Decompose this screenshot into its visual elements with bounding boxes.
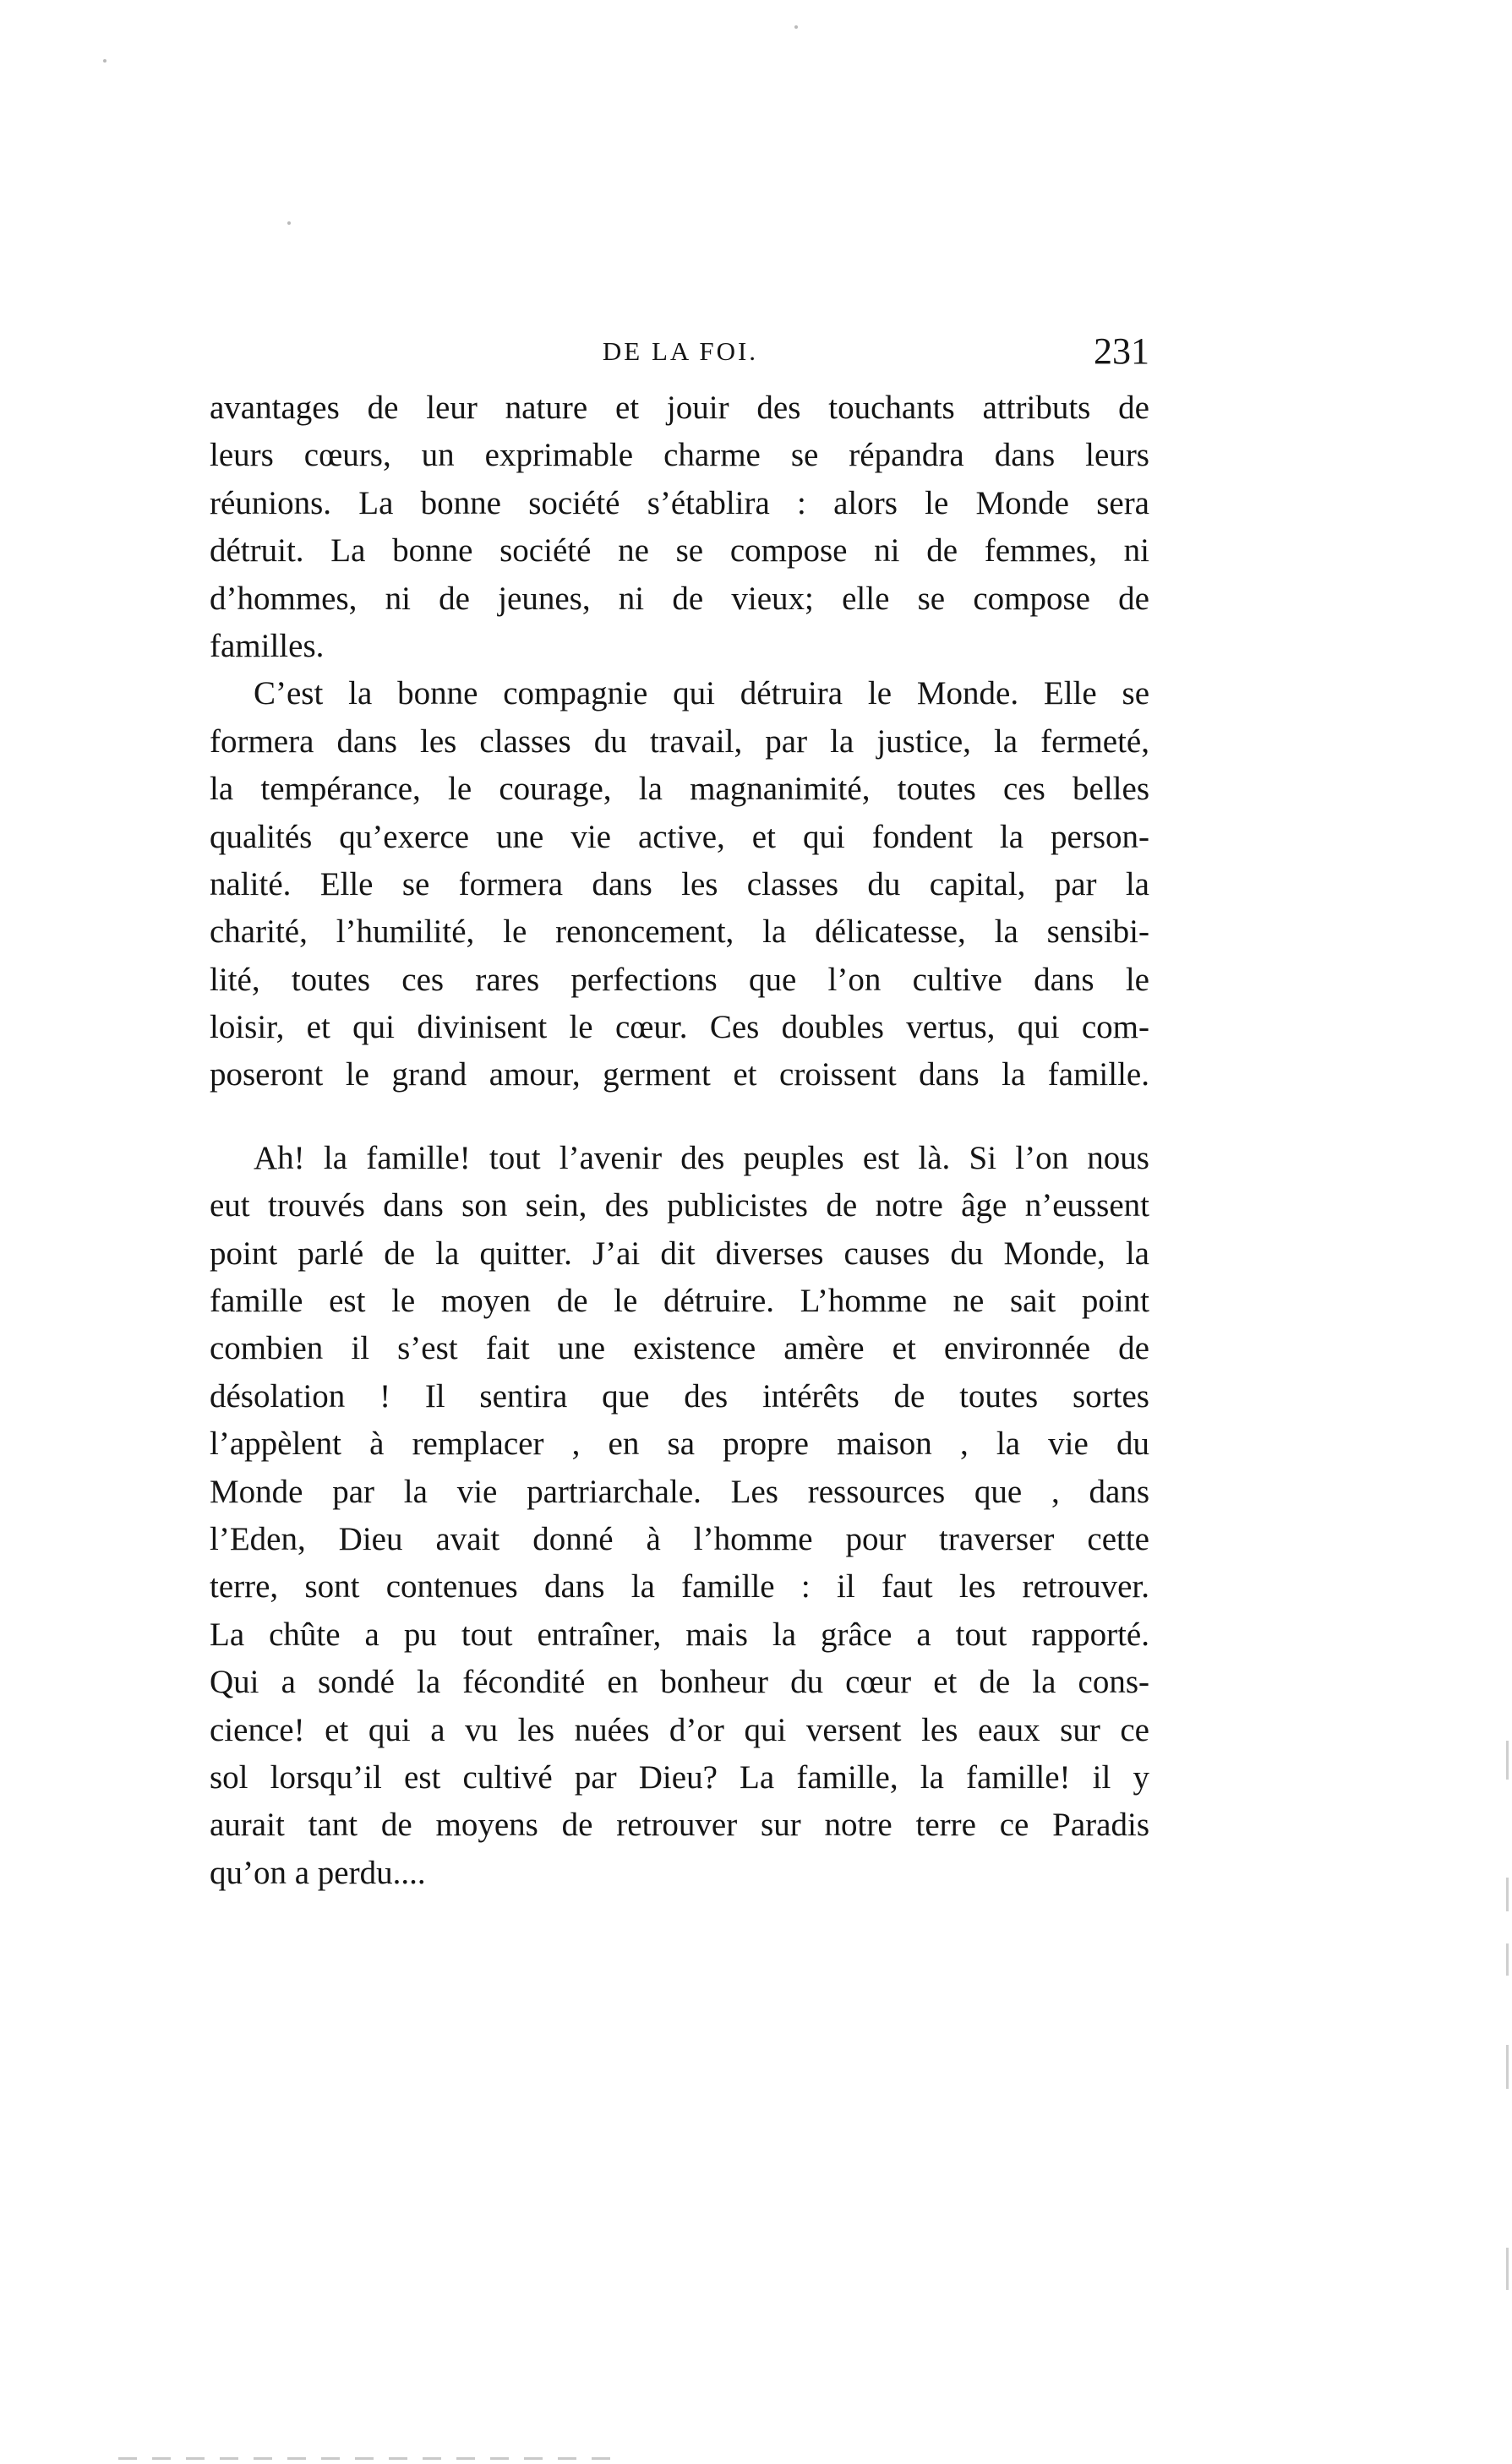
text-line: point parlé de la quitter. J’ai dit diverses causes du Monde, la: [210, 1235, 1149, 1272]
scan-artifact: [1506, 1878, 1509, 1911]
text-line: terre, sont contenues dans la famille : il faut les retrouver.: [210, 1568, 1149, 1605]
page-number: 231: [1094, 330, 1149, 372]
text-line: Monde par la vie partriarchale. Les ressources que , dans: [210, 1473, 1149, 1510]
text-line: aurait tant de moyens de retrouver sur notre terre ce Paradis: [210, 1807, 1149, 1844]
text-line: qu’on a perdu....: [210, 1854, 426, 1891]
paragraph: [210, 1135, 1149, 1897]
text-line: combien il s’est fait une existence amère et environnée de: [210, 1330, 1149, 1367]
text-line: lité, toutes ces rares perfections que l’on cultive dans le: [210, 961, 1149, 998]
text-line: la tempérance, le courage, la magnanimité, toutes ces belles: [210, 771, 1149, 808]
paragraph-gap: [210, 1099, 1149, 1135]
scan-artifact: [287, 221, 291, 225]
text-line: Ah! la famille! tout l’avenir des peuples est là. Si l’on nous: [254, 1139, 1149, 1176]
body-text: [210, 384, 1149, 1897]
scan-artifact: [1506, 1943, 1509, 1976]
text-line: d’hommes, ni de jeunes, ni de vieux; elle se compose de: [210, 580, 1149, 617]
text-line: famille est le moyen de le détruire. L’homme ne sait point: [210, 1283, 1149, 1320]
text-line: l’Eden, Dieu avait donné à l’homme pour traverser cette: [210, 1520, 1149, 1557]
scan-artifact: [1506, 2248, 1509, 2290]
text-line: cience! et qui a vu les nuées d’or qui versent les eaux sur ce: [210, 1711, 1149, 1748]
running-title: DE LA FOI.: [602, 336, 759, 366]
text-line: C’est la bonne compagnie qui détruira le Monde. Elle se: [254, 675, 1149, 712]
text-line: sol lorsqu’il est cultivé par Dieu? La famille, la famille! il y: [210, 1758, 1149, 1796]
text-line: Qui a sondé la fécondité en bonheur du cœur et de la cons-: [210, 1664, 1149, 1701]
text-line: loisir, et qui divinisent le cœur. Ces doubles vertus, qui com-: [210, 1009, 1149, 1046]
text-line: formera dans les classes du travail, par la justice, la fermeté,: [210, 722, 1149, 760]
page-header: [211, 330, 1149, 379]
text-line: désolation ! Il sentira que des intérêts de toutes sortes: [210, 1377, 1149, 1415]
text-line: détruit. La bonne société ne se compose ni de femmes, ni: [210, 532, 1149, 570]
scan-artifact: [794, 25, 798, 29]
text-line: nalité. Elle se formera dans les classes du capital, par la: [210, 865, 1149, 902]
text-line: charité, l’humilité, le renoncement, la délicatesse, la sensibi-: [210, 913, 1149, 951]
scan-artifact: [118, 2457, 625, 2460]
text-line: eut trouvés dans son sein, des publicistes de notre âge n’eussent: [210, 1187, 1149, 1224]
text-line: réunions. La bonne société s’établira : alors le Monde sera: [210, 484, 1149, 521]
paragraph: [210, 384, 1149, 670]
paragraph: [210, 670, 1149, 1099]
scan-artifact: [1506, 2045, 1509, 2089]
text-line: poseront le grand amour, germent et croissent dans la famille.: [210, 1056, 1149, 1093]
text-line: La chûte a pu tout entraîner, mais la grâce a tout rapporté.: [210, 1616, 1149, 1653]
text-line: familles.: [210, 627, 325, 664]
scan-artifact: [103, 59, 106, 63]
text-line: avantages de leur nature et jouir des touchants attributs de: [210, 390, 1149, 426]
text-line: qualités qu’exerce une vie active, et qui fondent la person-: [210, 818, 1149, 855]
text-line: l’appèlent à remplacer , en sa propre maison , la vie du: [210, 1426, 1149, 1463]
text-line: leurs cœurs, un exprimable charme se répandra dans leurs: [210, 437, 1149, 474]
scan-artifact: [1506, 1741, 1509, 1780]
